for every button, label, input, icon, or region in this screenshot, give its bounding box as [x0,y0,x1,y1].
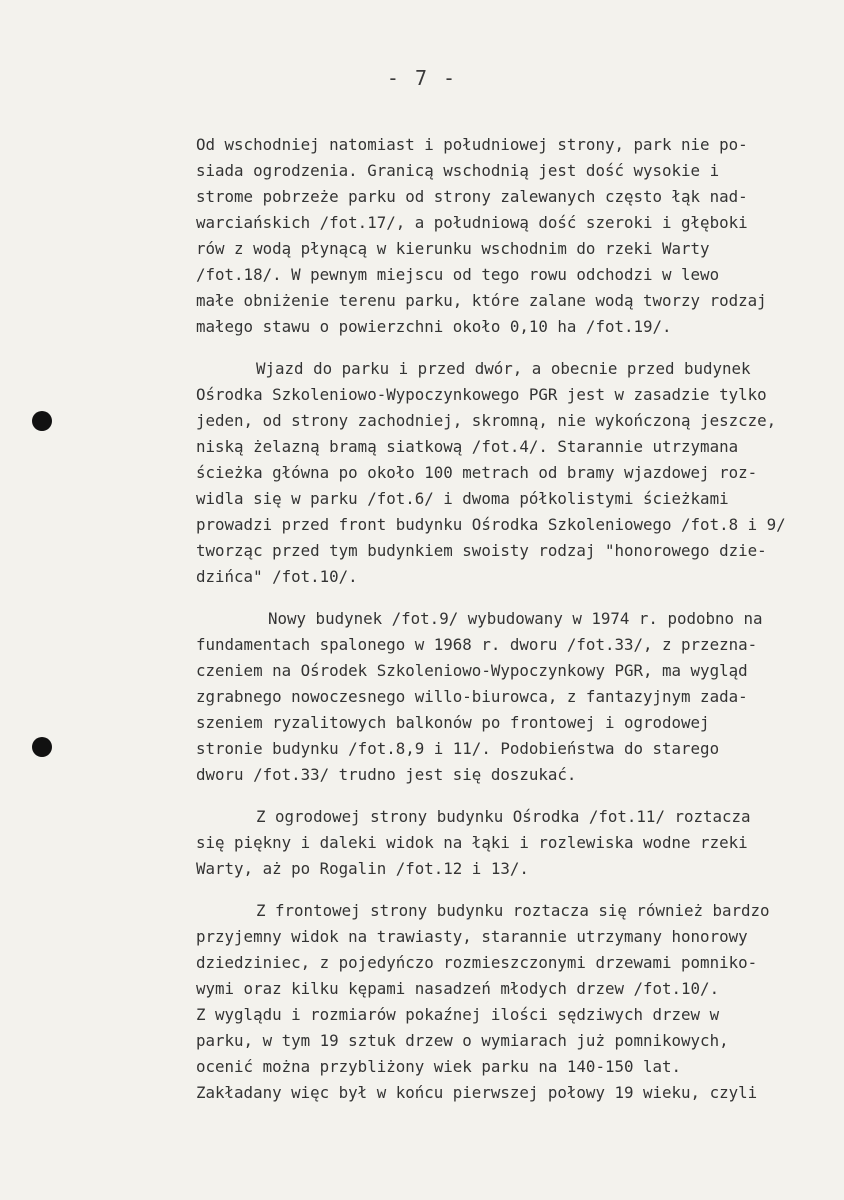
text-line: czeniem na Ośrodek Szkoleniowo-Wypoczynkowy PGR, ma wygląd [196,661,748,680]
punch-hole [32,411,52,431]
text-line: stronie budynku /fot.8,9 i 11/. Podobieństwa do starego [196,739,720,758]
text-line: Z wyglądu i rozmiarów pokaźnej ilości sędziwych drzew w [196,1005,720,1024]
page-number: - 7 - [386,66,458,90]
text-line: Zakładany więc był w końcu pierwszej połowy 19 wieku, czyli [196,1083,758,1102]
text-line: ścieżka główna po około 100 metrach od bramy wjazdowej roz- [196,463,758,482]
text-line: małe obniżenie terenu parku, które zalane wodą tworzy rodzaj [196,291,767,310]
paragraph [196,898,836,1106]
document-body [196,132,836,1106]
text-line: rów z wodą płynącą w kierunku wschodnim do rzeki Warty [196,239,710,258]
text-line: Ośrodka Szkoleniowo-Wypoczynkowego PGR jest w zasadzie tylko [196,385,767,404]
text-line: przyjemny widok na trawiasty, starannie utrzymany honorowy [196,927,748,946]
text-line: prowadzi przed front budynku Ośrodka Szkoleniowego /fot.8 i 9/ [196,515,786,534]
text-line: siada ogrodzenia. Granicą wschodnią jest dość wysokie i [196,161,720,180]
paragraph [196,356,836,590]
paragraph [196,804,836,882]
text-line: małego stawu o powierzchni około 0,10 ha /fot.19/. [196,317,672,336]
text-line: wymi oraz kilku kępami nasadzeń młodych drzew /fot.10/. [196,979,720,998]
text-line: zgrabnego nowoczesnego willo-biurowca, z fantazyjnym zada- [196,687,748,706]
text-line: dzińca" /fot.10/. [196,567,358,586]
text-line: Z frontowej strony budynku roztacza się również bardzo [256,901,770,920]
text-line: parku, w tym 19 sztuk drzew o wymiarach już pomnikowych, [196,1031,729,1050]
text-line: widla się w parku /fot.6/ i dwoma półkolistymi ścieżkami [196,489,729,508]
text-line: ocenić można przybliżony wiek parku na 140-150 lat. [196,1057,682,1076]
text-line: tworząc przed tym budynkiem swoisty rodzaj "honorowego dzie- [196,541,767,560]
text-line: warciańskich /fot.17/, a południową dość szeroki i głęboki [196,213,748,232]
text-line: Warty, aż po Rogalin /fot.12 i 13/. [196,859,529,878]
text-line: strome pobrzeże parku od strony zalewanych często łąk nad- [196,187,748,206]
text-line: fundamentach spalonego w 1968 r. dworu /fot.33/, z przezna- [196,635,758,654]
text-line: dworu /fot.33/ trudno jest się doszukać. [196,765,577,784]
paragraph [196,132,836,340]
text-line: Wjazd do parku i przed dwór, a obecnie przed budynek [256,359,751,378]
text-line: się piękny i daleki widok na łąki i rozlewiska wodne rzeki [196,833,748,852]
text-line: /fot.18/. W pewnym miejscu od tego rowu odchodzi w lewo [196,265,720,284]
text-line: szeniem ryzalitowych balkonów po frontowej i ogrodowej [196,713,710,732]
text-line: Z ogrodowej strony budynku Ośrodka /fot.11/ roztacza [256,807,751,826]
text-line: dziedziniec, z pojedyńczo rozmieszczonymi drzewami pomniko- [196,953,758,972]
text-line: jeden, od strony zachodniej, skromną, nie wykończoną jeszcze, [196,411,777,430]
text-line: Od wschodniej natomiast i południowej strony, park nie po- [196,135,748,154]
text-line: niską żelazną bramą siatkową /fot.4/. Starannie utrzymana [196,437,739,456]
text-line: Nowy budynek /fot.9/ wybudowany w 1974 r. podobno na [268,609,763,628]
paragraph [196,606,836,788]
punch-hole [32,737,52,757]
